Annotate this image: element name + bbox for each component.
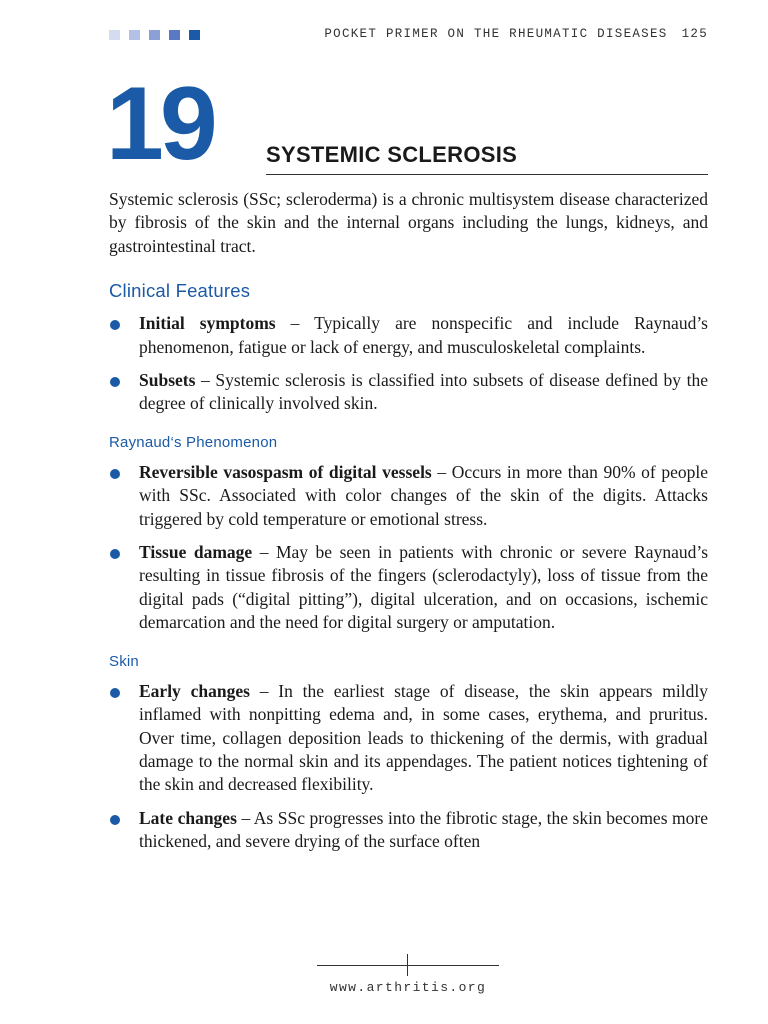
decorative-square <box>189 30 200 40</box>
intro-paragraph: Systemic sclerosis (SSc; scleroderma) is a chronic multisystem disease characterized by fibrosis of the skin and the internal organs including the lungs, kidneys, and gastrointestinal tract. <box>109 189 708 256</box>
bullet-text: – Typically are nonspecific and include Raynaud’s phenomenon, fatigue or lack of energy, and musculoskeletal complaints. <box>139 313 708 357</box>
decorative-square <box>109 30 120 40</box>
running-title: POCKET PRIMER ON THE RHEUMATIC DISEASES <box>324 27 668 41</box>
page-number: 125 <box>681 27 708 41</box>
bullet-text: – Occurs in more than 90% of people with SSc. Associated with color changes of the skin of the digits. Attacks triggered by cold temperature or emotional stress. <box>139 461 708 529</box>
clinical-features-list <box>109 312 708 416</box>
page-body <box>109 188 708 864</box>
footer-url: www.arthritis.org <box>329 980 487 995</box>
decorative-squares <box>109 30 200 40</box>
footer-tick <box>407 954 408 976</box>
list-item <box>109 312 708 359</box>
bullet-term: Early changes <box>139 680 250 701</box>
bullet-text: – As SSc progresses into the fibrotic stage, the skin becomes more thickened, and severe drying of the surface often <box>139 807 709 852</box>
chapter-number: 19 <box>106 66 214 182</box>
bullet-icon <box>110 469 120 479</box>
running-header <box>324 27 708 41</box>
bullet-term: Initial symptoms <box>139 313 276 334</box>
section-heading-clinical-features: Clinical Features <box>109 280 251 302</box>
decorative-square <box>129 30 140 40</box>
list-item <box>109 369 708 416</box>
bullet-icon <box>110 549 120 559</box>
bullet-text: – May be seen in patients with chronic or severe Raynaud’s resulting in tissue fibrosis of the fingers (sclerodactyly), loss of tissue from the digital pads (“digital pitting”), digital ulceration, and on occasions, ischemic demarcation and the need for digital surgery or amputation. <box>139 542 709 633</box>
decorative-square <box>169 30 180 40</box>
subsection-heading-raynauds: Raynaud‘s Phenomenon <box>109 433 278 451</box>
list-item <box>109 541 708 635</box>
bullet-icon <box>110 377 120 387</box>
bullet-term: Reversible vasospasm of digital vessels <box>139 461 432 482</box>
title-rule <box>266 174 708 175</box>
bullet-term: Tissue damage <box>139 542 253 563</box>
bullet-text: – In the earliest stage of disease, the skin appears mildly inflamed with nonpitting edema and, in some cases, erythema, and pruritus. Over time, collagen deposition leads to thickening of the dermis, with gradual damage to the normal skin and its appendages. The patient notices tightening of the skin and decreased flexibility. <box>139 680 708 795</box>
bullet-icon <box>110 320 120 330</box>
bullet-term: Subsets <box>139 370 196 391</box>
list-item <box>109 680 708 797</box>
raynauds-list <box>109 461 708 635</box>
subsection-heading-skin: Skin <box>109 652 139 670</box>
skin-list <box>109 680 708 854</box>
list-item <box>109 461 708 531</box>
bullet-icon <box>110 688 120 698</box>
decorative-square <box>149 30 160 40</box>
bullet-text: – Systemic sclerosis is classified into subsets of disease defined by the degree of clinically involved skin. <box>139 370 708 414</box>
chapter-title: SYSTEMIC SCLEROSIS <box>266 142 518 167</box>
list-item <box>109 807 708 854</box>
footer-rule <box>317 965 499 966</box>
bullet-icon <box>110 815 120 825</box>
bullet-term: Late changes <box>139 807 237 828</box>
